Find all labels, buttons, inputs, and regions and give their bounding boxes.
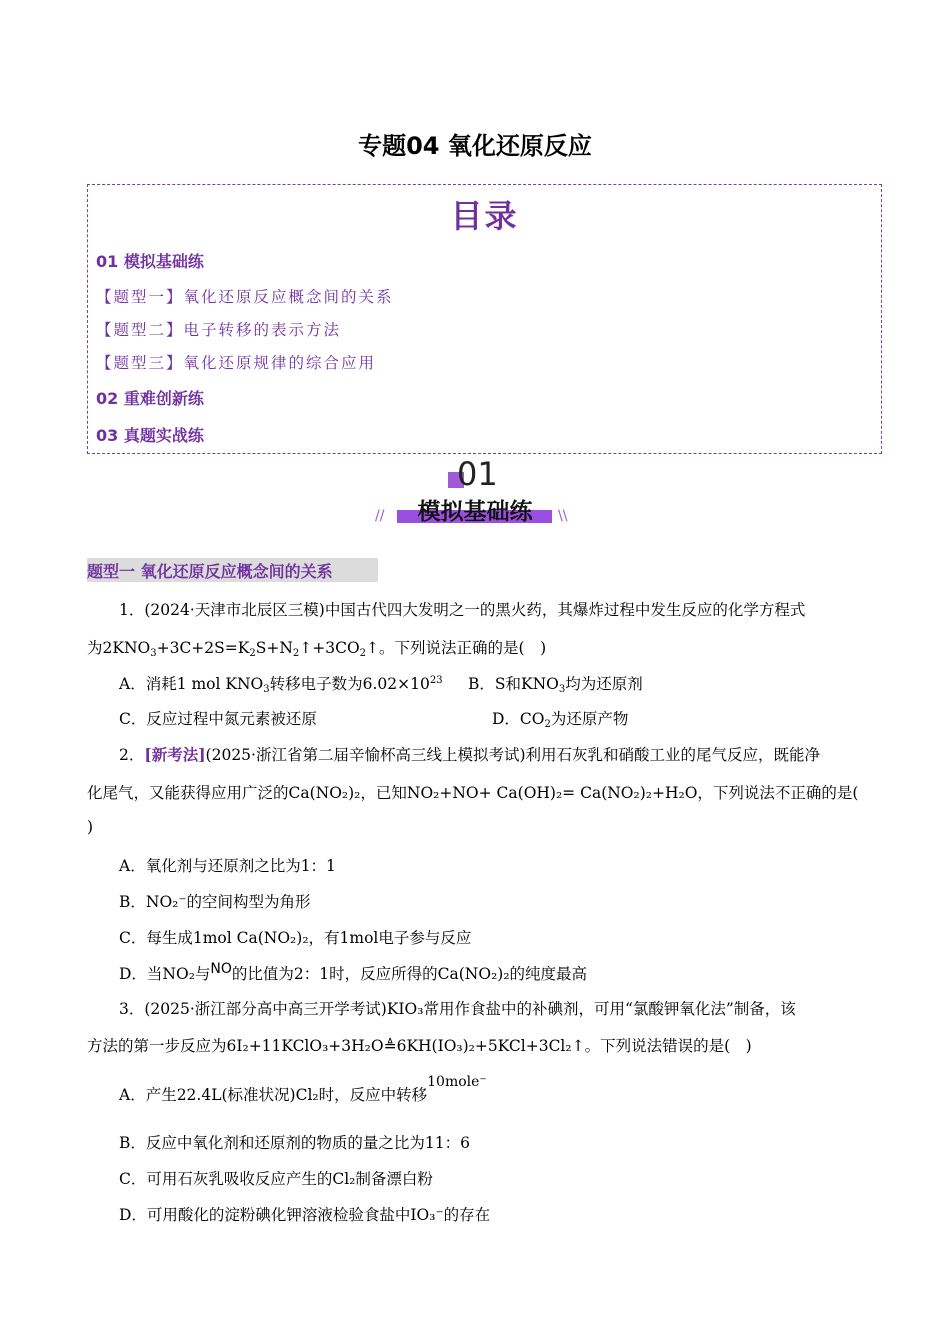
q2-option-a[interactable]: A．氧化剂与还原剂之比为1：1 (119, 857, 336, 875)
q3-option-b[interactable]: B．反应中氧化剂和还原剂的物质的量之比为11：6 (119, 1134, 470, 1152)
page-title: 专题04 氧化还原反应 (358, 132, 592, 160)
new-method-tag: [新考法] (144, 745, 206, 764)
q3-option-a[interactable]: A．产生22.4L(标准状况)Cl₂时，反应中转移10mole⁻ (119, 1074, 487, 1104)
toc-item-4[interactable]: 【题型三】氧化还原规律的综合应用 (96, 354, 377, 372)
badge-number: 01 (457, 455, 498, 493)
q1-stem-line2: 为$2KNO_3+3C+2S=K_2S+N_2↑+3CO_2↑$。下列说法正确的是( ) (87, 639, 547, 659)
q3-stem-line1: 3．(2025·浙江部分高中高三开学考试)KIO₃常用作食盐中的补碘剂，可用“氯酸钾氧化法”制备，该 (119, 1000, 796, 1018)
badge-right-mark: \\ (558, 508, 568, 524)
toc-item-6[interactable]: 03 真题实战练 (96, 426, 204, 445)
q1-option-c[interactable]: C．反应过程中氮元素被还原 (119, 710, 317, 728)
toc-item-5[interactable]: 02 重难创新练 (96, 389, 204, 408)
toc-item-3[interactable]: 【题型二】电子转移的表示方法 (96, 321, 342, 339)
q3-stem-line2: 方法的第一步反应为6I₂+11KClO₃+3H₂O≜6KH(IO₃)₂+5KCl+3Cl₂↑。下列说法错误的是( ) (87, 1037, 752, 1055)
q3-option-c[interactable]: C．可用石灰乳吸收反应产生的Cl₂制备漂白粉 (119, 1170, 433, 1188)
toc-heading: 目录 (450, 197, 519, 235)
section-header: 题型一 氧化还原反应概念间的关系 (87, 562, 333, 581)
q2-option-d[interactable]: D．当NO₂与NO的比值为2：1时，反应所得的Ca(NO₂)₂的纯度最高 (119, 961, 588, 983)
q2-stem-line1: 2．[新考法](2025·浙江省第二届辛愉杯高三线上模拟考试)利用石灰乳和硝酸工业的尾气反应，既能净 (119, 745, 821, 764)
section-badge (375, 455, 575, 530)
q1-stem-line1: 1．(2024·天津市北辰区三模)中国古代四大发明之一的黑火药，其爆炸过程中发生反应的化学方程式 (119, 601, 806, 619)
q2-option-b[interactable]: B．NO₂⁻的空间构型为角形 (119, 893, 311, 911)
q1-option-a[interactable]: A．消耗1 mol $KNO_3$转移电子数为$6.02\times 10^{23}$ (119, 675, 443, 695)
q1-option-b[interactable]: B．S和$KNO_3$均为还原剂 (468, 675, 643, 695)
q2-option-c[interactable]: C．每生成1mol Ca(NO₂)₂，有1mol电子参与反应 (119, 929, 472, 947)
table-of-contents (87, 184, 882, 454)
toc-item-2[interactable]: 【题型一】氧化还原反应概念间的关系 (96, 288, 394, 306)
badge-left-mark: // (375, 508, 385, 524)
q1-option-d[interactable]: D．$CO_2$为还原产物 (492, 710, 629, 730)
q3-option-d[interactable]: D．可用酸化的淀粉碘化钾溶液检验食盐中IO₃⁻的存在 (119, 1206, 491, 1224)
badge-label: 模拟基础练 (417, 499, 533, 525)
toc-item-1[interactable]: 01 模拟基础练 (96, 252, 204, 271)
q2-stem-line2: 化尾气，又能获得应用广泛的Ca(NO₂)₂，已知NO₂+NO+ Ca(OH)₂= Ca(NO₂)₂+H₂O，下列说法不正确的是( (87, 784, 859, 802)
q2-stem-line3: ) (87, 818, 94, 836)
